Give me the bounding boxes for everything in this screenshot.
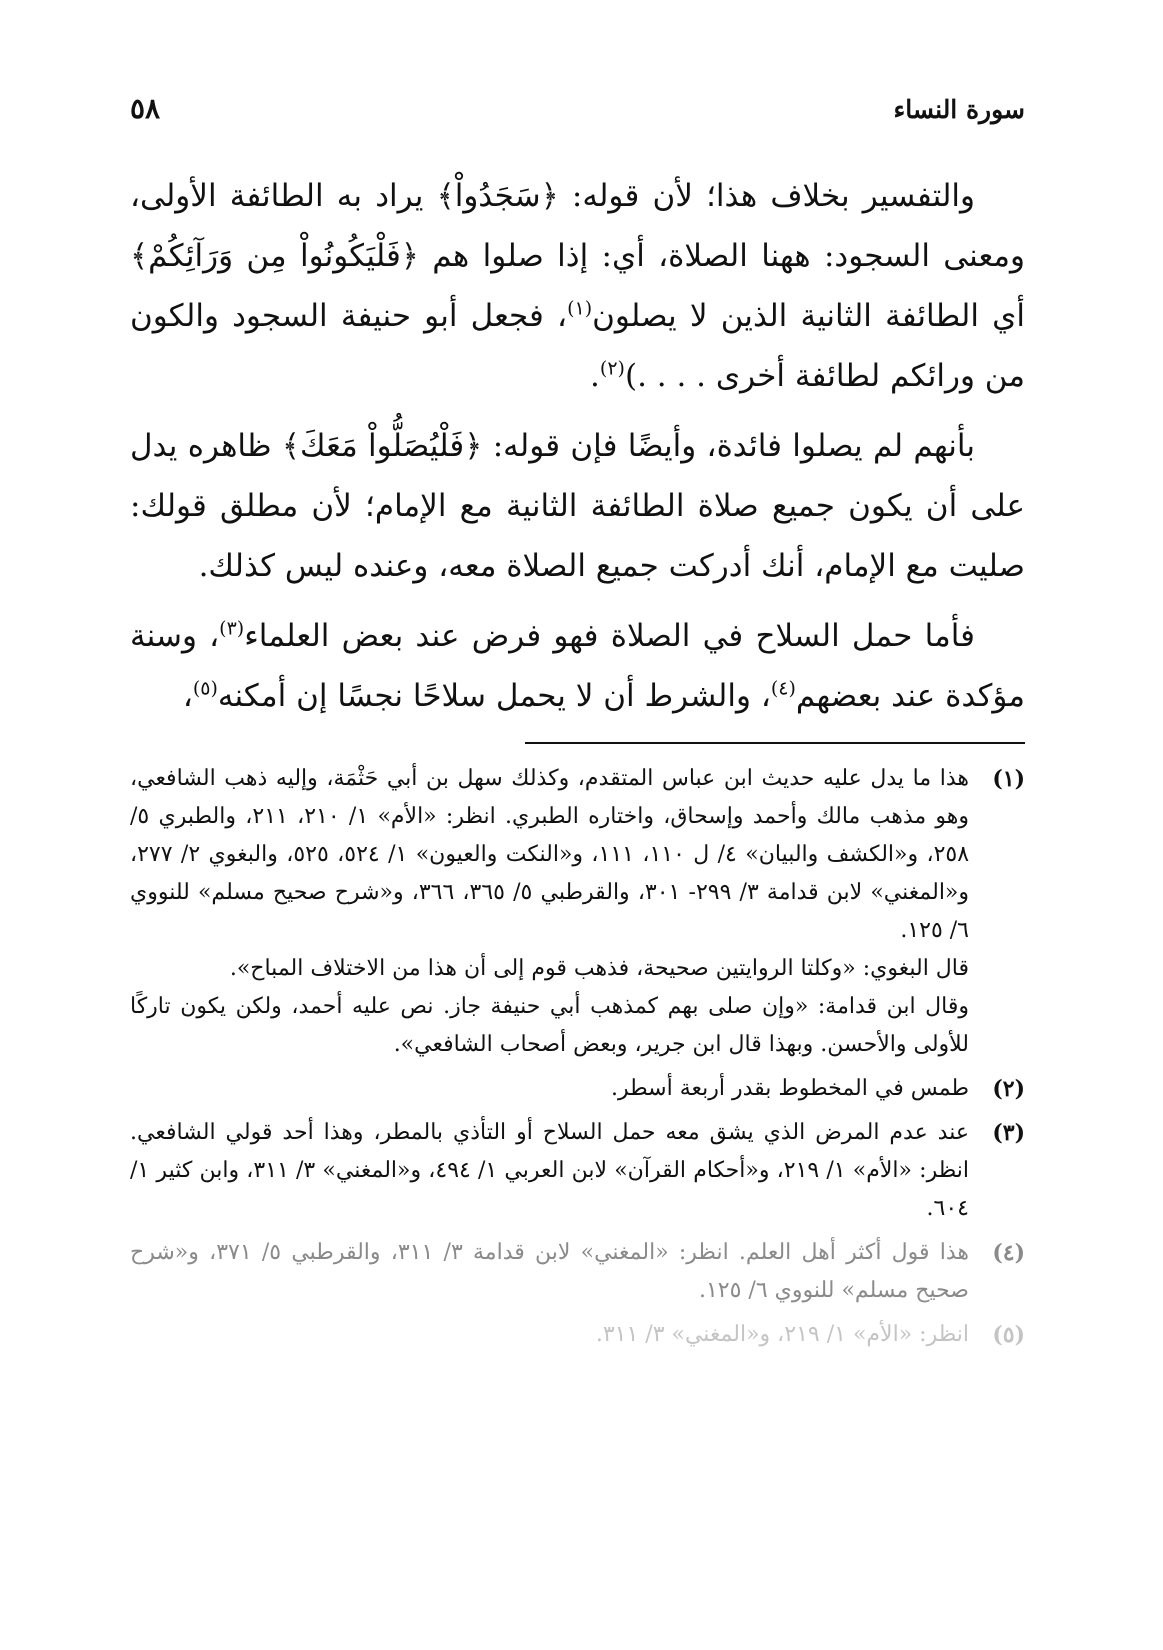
footnote-line: انظر: «الأم» ١/ ٢١٩، و«المغني» ٣/ ٣١١. [595,1322,969,1347]
paragraph-3 [130,606,1025,726]
text-run: ظاهره يدل على أن يكون جميع صلاة الطائفة الثانية مع الإمام؛ لأن مطلق قولك: صليت مع الإمام، أنك أدركت جميع الصلاة معه، وعنده ليس كذلك. [130,428,1025,584]
text-run: ، [182,678,193,714]
text-run: ، والشرط أن لا يحمل سلاحًا نجسًا إن أمكنه [217,678,771,714]
footnote-ref-4: (٤) [770,677,796,700]
footnote-ref-2: (٢) [599,357,625,380]
footnote-number: (٥) [992,1322,1025,1348]
paragraph-2 [130,416,1025,596]
footnote-body [130,1114,969,1228]
running-header [130,92,1025,152]
footnote-3 [130,1114,1025,1228]
footnote-2 [130,1070,1025,1108]
document-page [130,92,1025,1622]
footnote-1 [130,760,1025,1064]
footnote-body [130,1234,969,1310]
footnote-ref-5: (٥) [192,677,218,700]
footnote-ref-1: (١) [567,297,593,320]
paragraph-1 [130,166,1025,406]
footnote-line: وقال ابن قدامة: «وإن صلى بهم كمذهب أبي حنيفة جاز. نص عليه أحمد، ولكن يكون تاركًا للأولى والأحسن. وبهذا قال ابن جرير، وبعض أصحاب الشافعي». [130,994,969,1057]
quran-quote: ﴿فَلْيَكُونُواْ مِن وَرَآئِكُمْ﴾ [130,238,419,274]
footnote-line: قال البغوي: «وكلتا الروايتين صحيحة، فذهب قوم إلى أن هذا من الاختلاف المباح». [229,956,969,981]
footnote-body [130,1316,969,1354]
footnote-line: عند عدم المرض الذي يشق معه حمل السلاح أو التأذي بالمطر، وهذا أحد قولي الشافعي. انظر: «الأم» ١/ ٢١٩، و«أحكام القرآن» لابن العربي ١/ ٤٩٤، و«المغني» ٣/ ٣١١، وابن كثير ١/ ٦٠٤. [130,1120,970,1221]
text-run: أي الطائفة الثانية الذين لا يصلون [592,298,1026,334]
footnote-body [130,1070,969,1108]
text-run: ، فجعل أبو حنيفة السجود والكون من ورائكم لطائفة أخرى . . . .) [130,298,1025,394]
text-run: فأما حمل السلاح في الصلاة فهو فرض عند بعض العلماء [244,618,975,654]
surah-title: سورة النساء [893,95,1025,124]
footnote-4 [130,1234,1025,1310]
quran-quote: ﴿فَلْيُصَلُّواْ مَعَكَ﴾ [281,428,483,464]
footnote-body [130,760,969,1064]
footnote-5 [130,1316,1025,1354]
footnotes [130,760,1025,1354]
footnote-line: هذا قول أكثر أهل العلم. انظر: «المغني» لابن قدامة ٣/ ٣١١، والقرطبي ٥/ ٣٧١، و«شرح صحيح مسلم» للنووي ٦/ ١٢٥. [130,1240,970,1303]
footnote-line: طمس في المخطوط بقدر أربعة أسطر. [610,1076,969,1101]
footnote-number: (٢) [992,1076,1025,1102]
text-run: بأنهم لم يصلوا فائدة، وأيضًا فإن قوله: [482,428,976,464]
text-run: والتفسير بخلاف هذا؛ لأن قوله: [558,178,975,214]
footnote-line: هذا ما يدل عليه حديث ابن عباس المتقدم، وكذلك سهل بن أبي حَثْمَة، وإليه ذهب الشافعي، وهو مذهب مالك وأحمد وإسحاق، واختاره الطبري. انظر: «الأم» ١/ ٢١٠، ٢١١، والطبري ٥/ ٢٥٨، و«الكشف والبيان» ٤/ ل ١١٠، ١١١، و«النكت والعيون» ١/ ٥٢٤، ٥٢٥، والبغوي ٢/ ٢٧٧، و«المغني» لابن قدامة ٣/ ٢٩٩- ٣٠١، والقرطبي ٥/ ٣٦٥، ٣٦٦، و«شرح صحيح مسلم» للنووي ٦/ ١٢٥. [130,766,970,943]
footnote-ref-3: (٣) [219,617,245,640]
text-run: ، وسنة مؤكدة عند بعضهم [130,618,1025,714]
page-number: ٥٨ [130,92,161,125]
footnote-number: (١) [992,766,1025,792]
text-run: . [590,358,600,394]
footnote-number: (٤) [992,1240,1025,1266]
quran-quote: ﴿سَجَدُواْ﴾ [436,178,559,214]
footnote-number: (٣) [992,1120,1025,1146]
main-text [130,166,1025,726]
text-run: يراد به الطائفة الأولى، ومعنى السجود: ههنا الصلاة، أي: إذا صلوا هم [130,178,1026,274]
footnote-divider [525,742,1025,744]
